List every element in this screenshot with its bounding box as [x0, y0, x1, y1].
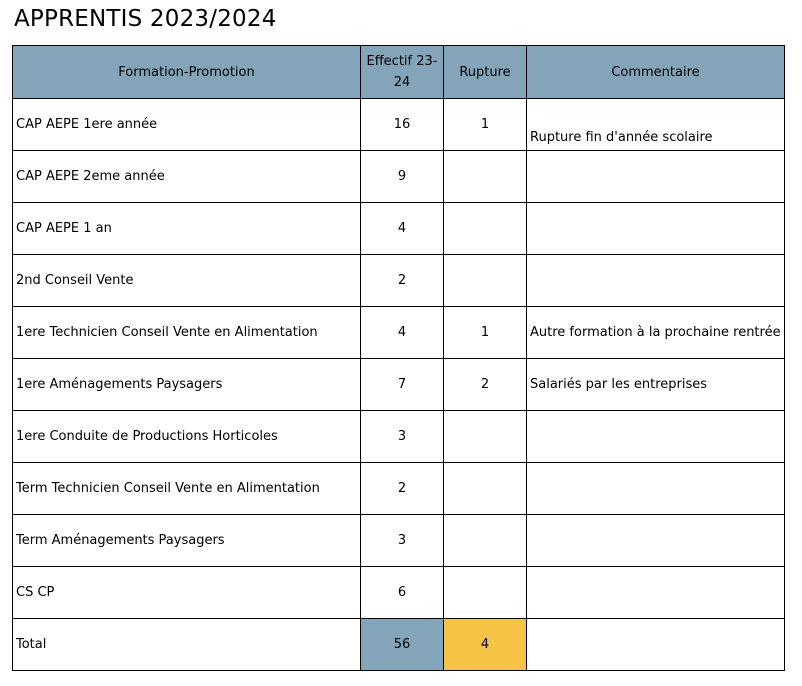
cell-commentaire [527, 255, 785, 307]
table-row [13, 203, 785, 255]
cell-commentaire: Autre formation à la prochaine rentrée [527, 307, 785, 359]
cell-commentaire [527, 411, 785, 463]
header-effectif: Effectif 23-24 [361, 46, 444, 99]
table-row [13, 567, 785, 619]
total-row [13, 619, 785, 671]
cell-commentaire [527, 567, 785, 619]
cell-effectif: 9 [361, 151, 444, 203]
table-row [13, 463, 785, 515]
table-row [13, 515, 785, 567]
table-row [13, 99, 785, 151]
cell-effectif: 2 [361, 255, 444, 307]
cell-rupture [444, 411, 527, 463]
cell-rupture: 1 [444, 307, 527, 359]
cell-commentaire [527, 463, 785, 515]
cell-commentaire [527, 151, 785, 203]
cell-formation: CAP AEPE 2eme année [13, 151, 361, 203]
cell-commentaire: Rupture fin d'année scolaire [527, 99, 785, 151]
cell-effectif: 6 [361, 567, 444, 619]
cell-effectif: 3 [361, 515, 444, 567]
table-row [13, 151, 785, 203]
cell-effectif: 3 [361, 411, 444, 463]
cell-commentaire [527, 203, 785, 255]
cell-formation: 1ere Conduite de Productions Horticoles [13, 411, 361, 463]
table-row [13, 307, 785, 359]
cell-formation: CAP AEPE 1ere année [13, 99, 361, 151]
cell-formation: CAP AEPE 1 an [13, 203, 361, 255]
table-row [13, 359, 785, 411]
total-rupture: 4 [444, 619, 527, 671]
header-rupture: Rupture [444, 46, 527, 99]
cell-formation: Term Technicien Conseil Vente en Alimentation [13, 463, 361, 515]
cell-rupture [444, 463, 527, 515]
cell-effectif: 2 [361, 463, 444, 515]
cell-formation: 1ere Technicien Conseil Vente en Alimentation [13, 307, 361, 359]
total-effectif: 56 [361, 619, 444, 671]
page-title: APPRENTIS 2023/2024 [14, 6, 277, 32]
cell-rupture: 2 [444, 359, 527, 411]
total-label: Total [13, 619, 361, 671]
cell-rupture [444, 567, 527, 619]
cell-effectif: 7 [361, 359, 444, 411]
cell-rupture [444, 151, 527, 203]
cell-commentaire: Salariés par les entreprises [527, 359, 785, 411]
cell-formation: CS CP [13, 567, 361, 619]
cell-rupture: 1 [444, 99, 527, 151]
total-commentaire [527, 619, 785, 671]
cell-effectif: 16 [361, 99, 444, 151]
cell-rupture [444, 255, 527, 307]
table-row [13, 255, 785, 307]
cell-formation: Term Aménagements Paysagers [13, 515, 361, 567]
header-formation: Formation-Promotion [13, 46, 361, 99]
header-row [13, 46, 785, 99]
apprentis-table [12, 45, 785, 671]
cell-formation: 2nd Conseil Vente [13, 255, 361, 307]
table-row [13, 411, 785, 463]
cell-commentaire [527, 515, 785, 567]
cell-effectif: 4 [361, 307, 444, 359]
cell-rupture [444, 203, 527, 255]
cell-formation: 1ere Aménagements Paysagers [13, 359, 361, 411]
header-commentaire: Commentaire [527, 46, 785, 99]
cell-rupture [444, 515, 527, 567]
cell-effectif: 4 [361, 203, 444, 255]
